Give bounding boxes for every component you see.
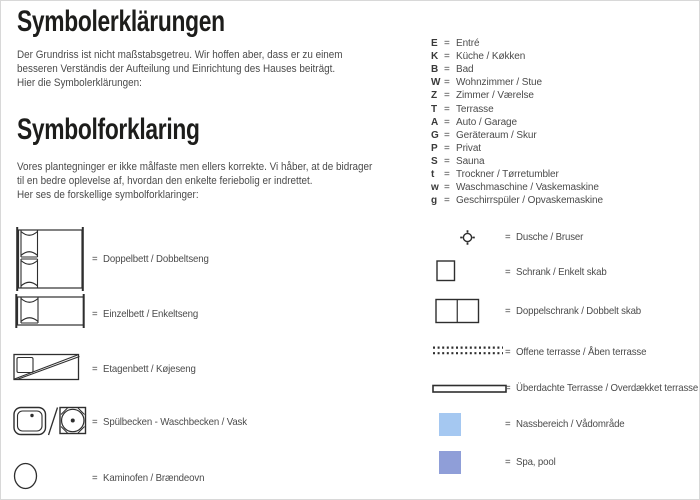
single-bed-icon bbox=[14, 293, 86, 329]
covered-terrace-icon bbox=[432, 384, 508, 394]
code-row bbox=[431, 116, 603, 129]
code-key: E bbox=[431, 38, 438, 50]
code-key: A bbox=[431, 116, 439, 128]
code-key: K bbox=[431, 51, 439, 63]
code-key: S bbox=[431, 155, 438, 167]
code-label: Geräteraum / Skur bbox=[456, 129, 537, 141]
symbol-label-double-bed: = Doppelbett / Dobbeltseng bbox=[92, 253, 209, 265]
equals-sign: = bbox=[92, 416, 98, 428]
equals-sign: = bbox=[444, 142, 450, 154]
code-key: t bbox=[431, 168, 435, 180]
code-key: P bbox=[431, 142, 438, 154]
equals-sign: = bbox=[505, 346, 511, 358]
intro-danish-line: til en bedre oplevelse af, hvordan den enkelte feriebolig er indrettet. bbox=[17, 175, 313, 187]
equals-sign: = bbox=[92, 472, 98, 484]
intro-danish-line: Her ses de forskellige symbolforklaringer: bbox=[17, 189, 199, 201]
spa-pool-icon bbox=[439, 451, 461, 474]
code-key: G bbox=[431, 129, 439, 141]
code-row bbox=[431, 37, 603, 50]
symbol-label-sink: = Spülbecken - Waschbecken / Vask bbox=[92, 416, 247, 428]
round-sink-icon bbox=[59, 406, 87, 435]
code-key: T bbox=[431, 103, 438, 115]
symbol-label-covered-terrace: = Überdachte Terrasse / Overdækket terrasse bbox=[505, 382, 699, 394]
symbol-label-shower: = Dusche / Bruser bbox=[505, 231, 584, 243]
symbol-label-spa-pool: = Spa, pool bbox=[505, 456, 556, 468]
equals-sign: = bbox=[444, 90, 450, 102]
symbol-label-single-cabinet: = Schrank / Enkelt skab bbox=[505, 266, 607, 278]
code-row bbox=[431, 129, 603, 142]
double-cabinet-icon bbox=[435, 298, 481, 324]
wood-stove-icon bbox=[13, 462, 39, 490]
code-label: Wohnzimmer / Stue bbox=[456, 77, 542, 89]
equals-sign: = bbox=[444, 182, 450, 194]
intro-danish bbox=[17, 160, 372, 202]
code-row bbox=[431, 194, 603, 207]
intro-danish-line: Vores plantegninger er ikke målfaste men ellers korrekte. Vi håber, at de bidrager bbox=[17, 161, 373, 173]
equals-sign: = bbox=[505, 382, 511, 394]
code-row bbox=[431, 168, 603, 181]
page-title-german: Symbolerklärungen bbox=[17, 5, 225, 38]
equals-sign: = bbox=[92, 253, 98, 265]
equals-sign: = bbox=[505, 305, 511, 317]
code-label: Privat bbox=[456, 142, 481, 154]
code-row bbox=[431, 142, 603, 155]
equals-sign: = bbox=[505, 418, 511, 430]
bunk-bed-icon bbox=[13, 352, 81, 382]
equals-sign: = bbox=[444, 195, 450, 207]
equals-sign: = bbox=[444, 64, 450, 76]
code-key: B bbox=[431, 64, 439, 76]
equals-sign: = bbox=[444, 51, 450, 63]
intro-german-line: Hier die Symbolerklärungen: bbox=[17, 77, 142, 89]
code-key: W bbox=[431, 77, 441, 89]
code-row bbox=[431, 102, 603, 115]
code-label: Trockner / Tørretumbler bbox=[456, 168, 559, 180]
equals-sign: = bbox=[444, 77, 450, 89]
equals-sign: = bbox=[444, 103, 450, 115]
symbol-label-bunk-bed: = Etagenbett / Køjeseng bbox=[92, 363, 196, 375]
code-row bbox=[431, 155, 603, 168]
symbol-label-open-terrace: = Offene terrasse / Åben terrasse bbox=[505, 346, 647, 358]
symbol-label-wood-stove: = Kaminofen / Brændeovn bbox=[92, 472, 205, 484]
code-key: w bbox=[431, 182, 439, 194]
room-code-list bbox=[431, 37, 603, 207]
single-cabinet-icon bbox=[436, 260, 456, 282]
intro-german-line: besseren Verständis der Aufteilung und Einrichtung des Hauses beiträgt. bbox=[17, 63, 336, 75]
intro-german-line: Der Grundriss ist nicht maßstabsgetreu. Wir hoffen aber, dass er zu einem bbox=[17, 49, 343, 61]
equals-sign: = bbox=[444, 168, 450, 180]
code-label: Sauna bbox=[456, 155, 485, 167]
equals-sign: = bbox=[444, 155, 450, 167]
symbol-label-wet-area: = Nassbereich / Vådområde bbox=[505, 418, 625, 430]
code-row bbox=[431, 76, 603, 89]
rounded-sink-icon bbox=[13, 406, 47, 436]
code-label: Terrasse bbox=[456, 103, 494, 115]
equals-sign: = bbox=[505, 456, 511, 468]
code-row bbox=[431, 181, 603, 194]
equals-sign: = bbox=[92, 308, 98, 320]
page-title-danish: Symbolforklaring bbox=[17, 113, 200, 146]
code-label: Geschirrspüler / Opvaskemaskine bbox=[456, 195, 603, 207]
code-key: g bbox=[431, 195, 438, 207]
symbol-label-double-cabinet: = Doppelschrank / Dobbelt skab bbox=[505, 305, 642, 317]
code-label: Waschmaschine / Vaskemaskine bbox=[456, 182, 599, 194]
code-row bbox=[431, 63, 603, 76]
code-label: Entré bbox=[456, 38, 480, 50]
code-label: Auto / Garage bbox=[456, 116, 517, 128]
equals-sign: = bbox=[505, 266, 511, 278]
slash-separator-icon bbox=[46, 406, 60, 436]
code-label: Zimmer / Værelse bbox=[456, 90, 534, 102]
double-bed-icon bbox=[14, 225, 86, 293]
code-label: Küche / Køkken bbox=[456, 51, 526, 63]
code-row bbox=[431, 89, 603, 102]
code-key: Z bbox=[431, 90, 438, 102]
code-label: Bad bbox=[456, 64, 474, 76]
equals-sign: = bbox=[92, 363, 98, 375]
open-terrace-icon bbox=[432, 346, 504, 356]
equals-sign: = bbox=[505, 231, 511, 243]
equals-sign: = bbox=[444, 129, 450, 141]
symbol-label-single-bed: = Einzelbett / Enkeltseng bbox=[92, 308, 199, 320]
intro-german bbox=[17, 48, 343, 90]
equals-sign: = bbox=[444, 38, 450, 50]
equals-sign: = bbox=[444, 116, 450, 128]
wet-area-icon bbox=[439, 413, 461, 436]
shower-icon bbox=[459, 229, 476, 246]
code-row bbox=[431, 50, 603, 63]
